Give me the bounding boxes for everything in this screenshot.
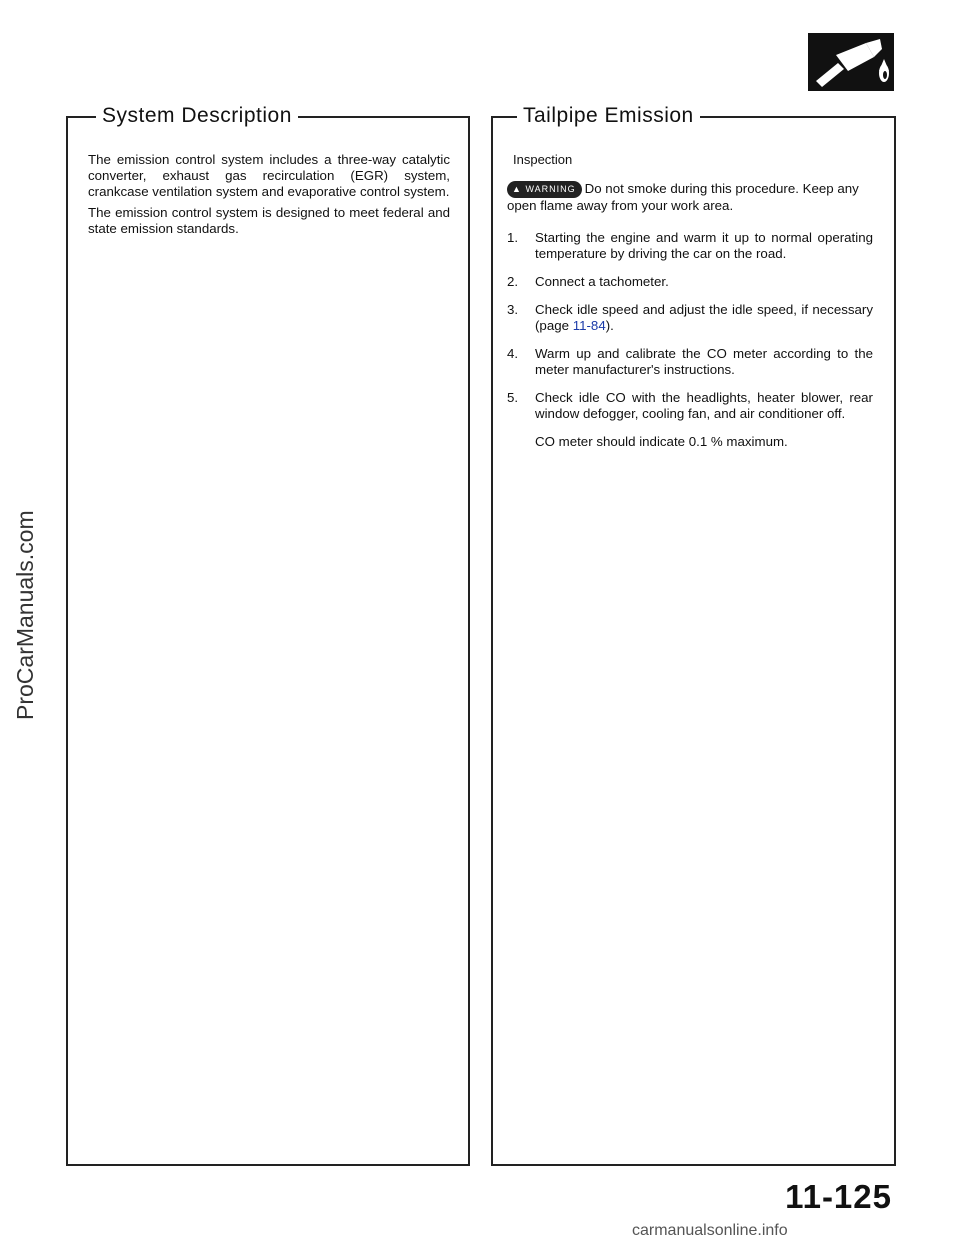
warning-triangle-icon: ▲ — [512, 184, 522, 194]
watermark: ProCarManuals.com — [12, 510, 38, 720]
procedure-step — [507, 346, 873, 378]
step-text: Check idle speed and adjust the idle speed, if necessary (page — [535, 302, 873, 333]
warning-text: Do not smoke during this procedure. Keep any open flame away from your work area. — [507, 181, 859, 213]
system-description-body — [88, 152, 450, 242]
tailpipe-emission-body — [507, 152, 873, 450]
footer-site: carmanualsonline.info — [632, 1222, 788, 1239]
page-number: 11-125 — [785, 1178, 892, 1215]
step-number: 4. — [507, 346, 519, 361]
step-number: 2. — [507, 274, 519, 289]
step-text-end: ). — [605, 318, 614, 333]
warning-notice — [507, 181, 873, 214]
procedure-step — [507, 274, 873, 290]
step-text: Connect a tachometer. — [535, 274, 669, 289]
page-reference-link[interactable]: 11-84 — [572, 318, 606, 333]
warning-badge-label: WARNING — [525, 184, 576, 194]
tailpipe-emission-panel — [491, 104, 896, 1166]
procedure-step — [507, 390, 873, 422]
step-text: Check idle CO with the headlights, heater blower, rear window defogger, cooling fan, and air conditioner off. — [535, 390, 873, 421]
co-meter-note: CO meter should indicate 0.1 % maximum. — [535, 434, 788, 449]
system-description-panel — [66, 104, 470, 1166]
description-paragraph: The emission control system is designed to meet federal and state emission standards. — [88, 205, 450, 236]
step-number: 5. — [507, 390, 519, 405]
system-description-title: System Description — [96, 101, 298, 131]
step-number: 3. — [507, 302, 519, 317]
emission-nozzle-icon — [808, 33, 894, 91]
warning-badge — [507, 181, 582, 198]
step-text: Warm up and calibrate the CO meter according to the meter manufacturer's instructions. — [535, 346, 873, 377]
step-text: Starting the engine and warm it up to normal operating temperature by driving the car on the road. — [535, 230, 873, 261]
description-paragraph: The emission control system includes a three-way catalytic converter, exhaust gas recirculation (EGR) system, crankcase ventilation system and evaporative control system. — [88, 152, 450, 199]
step-number: 1. — [507, 230, 519, 245]
procedure-step — [507, 230, 873, 262]
inspection-subtitle: Inspection — [513, 152, 573, 167]
tailpipe-emission-title: Tailpipe Emission — [517, 101, 700, 131]
procedure-step — [507, 302, 873, 334]
